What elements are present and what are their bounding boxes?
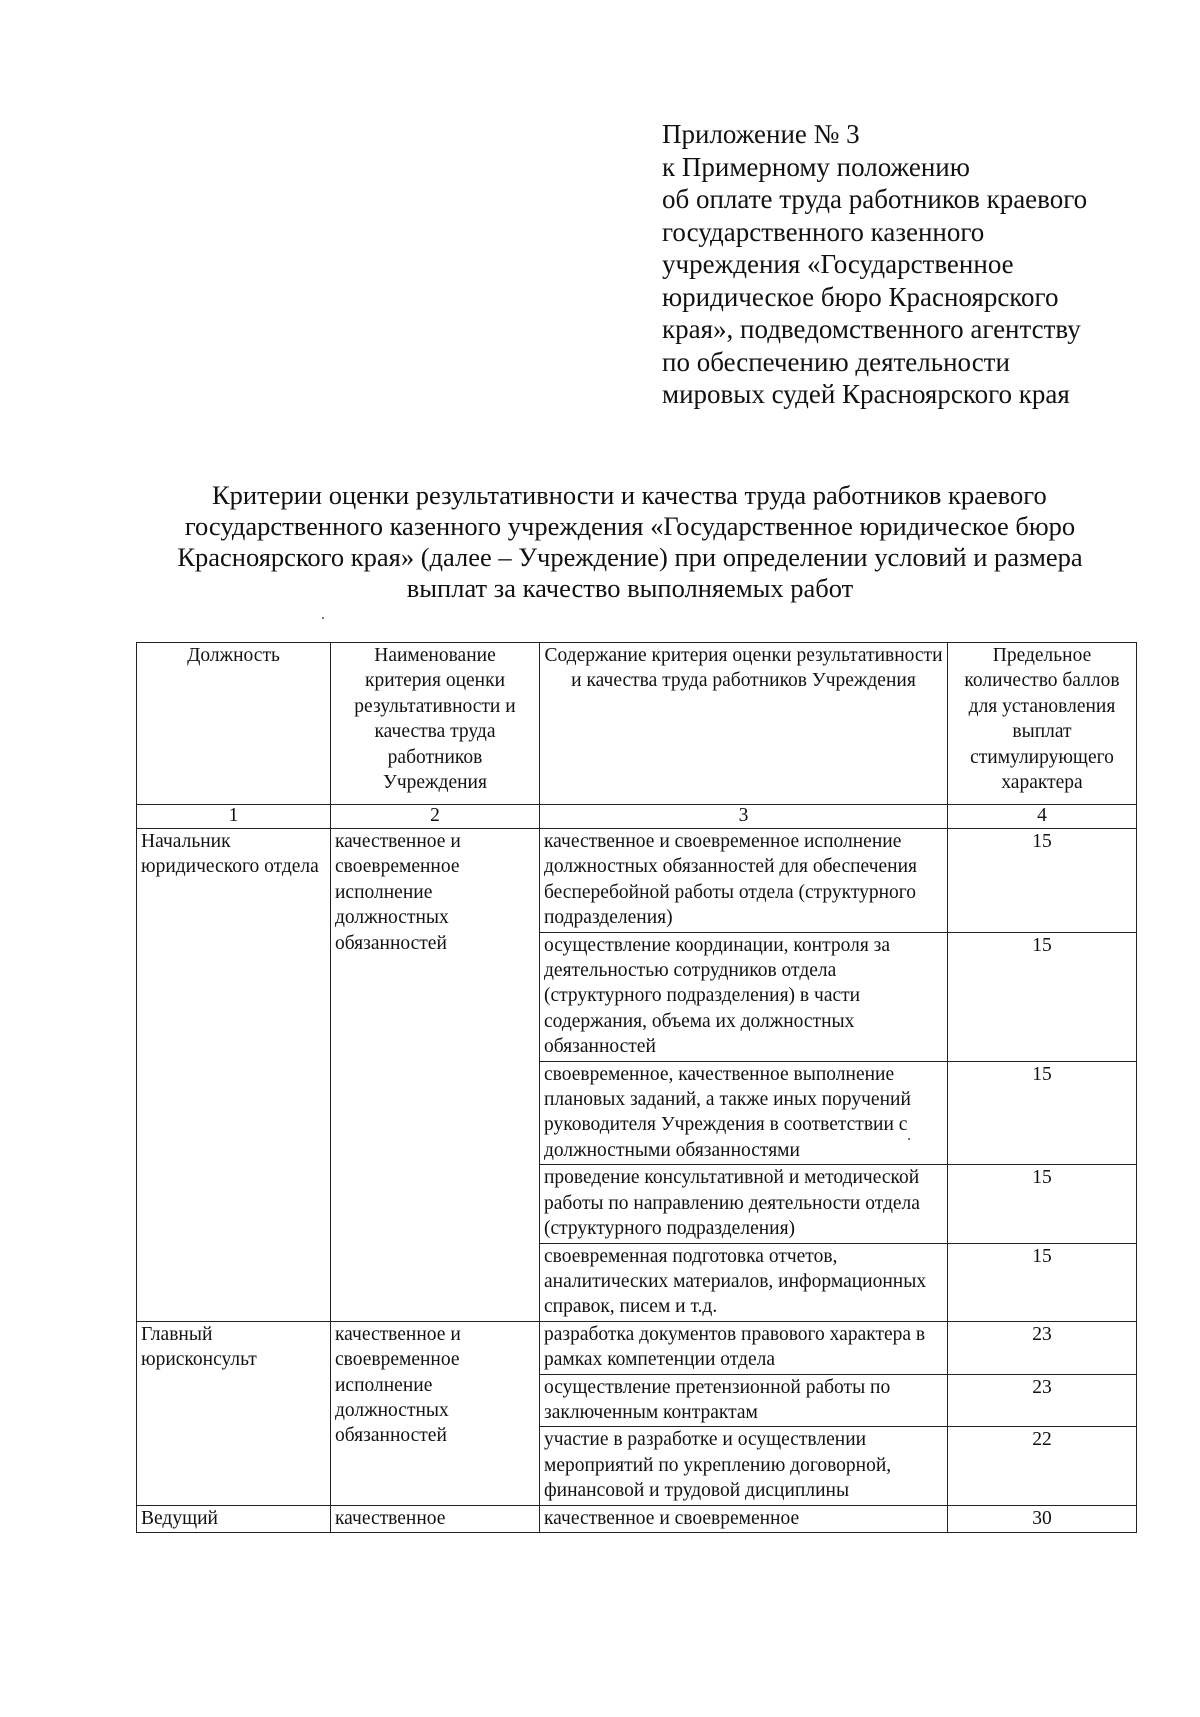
content-cell: своевременная подготовка отчетов, аналитических материалов, информационных справок, писем и т.д. xyxy=(540,1243,948,1321)
column-number-row xyxy=(137,805,1137,829)
content-cell: участие в разработке и осуществлении мероприятий по укреплению договорной, финансовой и трудовой дисциплины xyxy=(540,1427,948,1505)
table-row xyxy=(137,1505,1137,1532)
content-cell: осуществление координации, контроля за деятельностью сотрудников отдела (структурного подразделения) в части содержания, объема их должностных обязанностей xyxy=(540,932,948,1061)
appendix-line: мировых судей Красноярского края xyxy=(662,379,1070,409)
column-number: 4 xyxy=(948,805,1137,829)
title-line: Критерии оценки результативности и качества труда работников краевого xyxy=(212,480,1047,510)
title-line: выплат за качество выполняемых работ xyxy=(406,573,854,603)
appendix-line: края», подведомственного агентству xyxy=(662,314,1081,344)
content-cell: разработка документов правового характера в рамках компетенции отдела xyxy=(540,1321,948,1374)
points-cell: 15 xyxy=(948,1061,1137,1165)
scan-speck xyxy=(908,1138,910,1140)
criterion-cell: качественное и своевременное исполнение должностных обязанностей xyxy=(331,1321,540,1505)
points-cell: 15 xyxy=(948,932,1137,1061)
content-cell: осуществление претензионной работы по заключенным контрактам xyxy=(540,1374,948,1427)
table-header-row xyxy=(137,643,1137,805)
content-cell: своевременное, качественное выполнение плановых заданий, а также иных поручений руководителя Учреждения в соответствии с должностными обязанностями xyxy=(540,1061,948,1165)
header-criterion-name: Наименование критерия оценки результативности и качества труда работников Учреждения xyxy=(331,643,540,805)
header-criterion-content: Содержание критерия оценки результативности и качества труда работников Учреждения xyxy=(540,643,948,805)
criteria-table xyxy=(136,642,1137,1533)
position-cell: Главный юрисконсульт xyxy=(137,1321,331,1505)
column-number: 3 xyxy=(540,805,948,829)
points-cell: 15 xyxy=(948,1243,1137,1321)
header-max-points: Предельное количество баллов для установления выплат стимулирующего характера xyxy=(948,643,1137,805)
header-position: Должность xyxy=(137,643,331,805)
points-cell: 15 xyxy=(948,829,1137,933)
appendix-block xyxy=(662,118,1132,411)
column-number: 2 xyxy=(331,805,540,829)
points-cell: 23 xyxy=(948,1374,1137,1427)
appendix-line: Приложение № 3 xyxy=(662,119,860,149)
points-cell: 15 xyxy=(948,1165,1137,1243)
content-cell: качественное и своевременное xyxy=(540,1505,948,1532)
appendix-line: государственного казенного xyxy=(662,216,985,247)
table-row xyxy=(137,1321,1137,1374)
appendix-line: по обеспечению деятельности xyxy=(662,346,1010,377)
appendix-line: к Примерному положению xyxy=(662,151,970,182)
content-cell: качественное и своевременное исполнение должностных обязанностей для обеспечения бесперебойной работы отдела (структурного подразделения) xyxy=(540,829,948,933)
table-row xyxy=(137,829,1137,933)
position-cell: Ведущий xyxy=(137,1505,331,1532)
scan-speck xyxy=(322,617,324,619)
column-number: 1 xyxy=(137,805,331,829)
appendix-line: юридическое бюро Красноярского xyxy=(662,281,1059,312)
content-cell: проведение консультативной и методической работы по направлению деятельности отдела (структурного подразделения) xyxy=(540,1165,948,1243)
criterion-cell: качественное xyxy=(331,1505,540,1532)
title-line: государственного казенного учреждения «Государственное юридическое бюро xyxy=(184,511,1076,541)
criterion-cell: качественное и своевременное исполнение должностных обязанностей xyxy=(331,829,540,1322)
title-line: Красноярского края» (далее – Учреждение) при определении условий и размера xyxy=(177,542,1083,572)
points-cell: 23 xyxy=(948,1321,1137,1374)
appendix-line: учреждения «Государственное xyxy=(662,249,1014,279)
points-cell: 30 xyxy=(948,1505,1137,1532)
position-cell: Начальник юридического отдела xyxy=(137,829,331,1322)
appendix-line: об оплате труда работников краевого xyxy=(662,184,1088,214)
document-title xyxy=(130,480,1130,604)
points-cell: 22 xyxy=(948,1427,1137,1505)
